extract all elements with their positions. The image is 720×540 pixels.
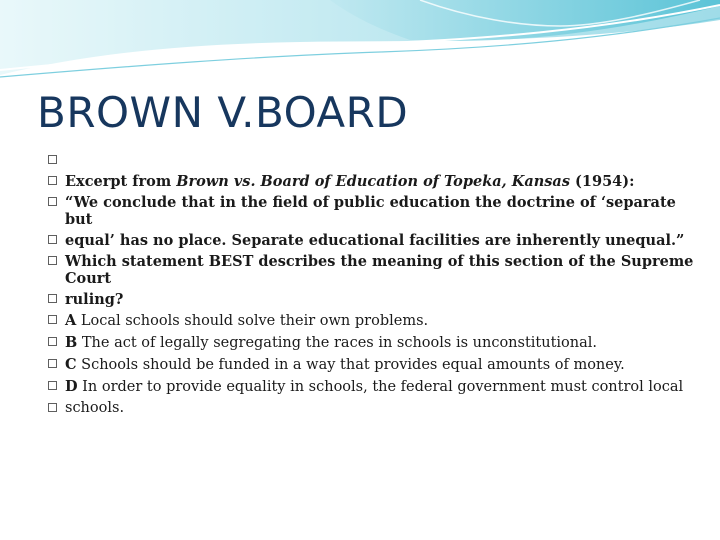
answer-option-b [48, 334, 698, 352]
bullet-question-part1 [48, 253, 698, 287]
bullet-box-icon [48, 381, 57, 390]
bullet-excerpt-source [48, 173, 698, 190]
header-wave-decoration [0, 0, 720, 80]
bullet-text: equal’ has no place. Separate educational facilities are inherently unequal.” [65, 232, 685, 249]
bullet-text: (1954): [570, 173, 635, 190]
bullet-list [48, 152, 698, 421]
option-text: The act of legally segregating the races in schools is unconstitutional. [77, 335, 598, 351]
bullet-box-icon [48, 235, 57, 244]
bullet-box-icon [48, 294, 57, 303]
bullet-box-icon [48, 315, 57, 324]
bullet-box-icon [48, 337, 57, 346]
bullet-text: Excerpt from [65, 173, 177, 190]
slide-title: BROWN V.BOARD [37, 88, 409, 137]
answer-option-c [48, 356, 698, 374]
option-letter: C [65, 356, 77, 373]
option-text: In order to provide equality in schools, the federal government must control local [77, 379, 684, 395]
answer-option-a [48, 312, 698, 330]
bullet-question-part2 [48, 291, 698, 308]
option-letter: B [65, 334, 78, 351]
bullet-text: Which statement BEST describes the meaning of this section of the Supreme Court [65, 253, 694, 287]
case-name: Brown vs. Board of Education of Topeka, Kansas [176, 173, 570, 190]
bullet-continuation [48, 400, 698, 417]
bullet-quote-part1 [48, 194, 698, 228]
bullet-box-icon [48, 256, 57, 265]
bullet-text: “We conclude that in the field of public education the doctrine of ‘separate but [65, 194, 676, 228]
option-text: Local schools should solve their own problems. [76, 313, 429, 329]
answer-option-d [48, 378, 698, 396]
bullet-quote-part2 [48, 232, 698, 249]
bullet-text: schools. [65, 400, 125, 416]
option-text: Schools should be funded in a way that provides equal amounts of money. [76, 357, 625, 373]
option-letter: A [65, 312, 77, 329]
option-letter: D [65, 378, 78, 395]
bullet-box-icon [48, 197, 57, 206]
bullet-box-icon [48, 176, 57, 185]
bullet-box-icon [48, 155, 57, 164]
bullet-text: ruling? [65, 291, 124, 308]
bullet-box-icon [48, 359, 57, 368]
bullet-empty [48, 152, 698, 169]
bullet-box-icon [48, 403, 57, 412]
